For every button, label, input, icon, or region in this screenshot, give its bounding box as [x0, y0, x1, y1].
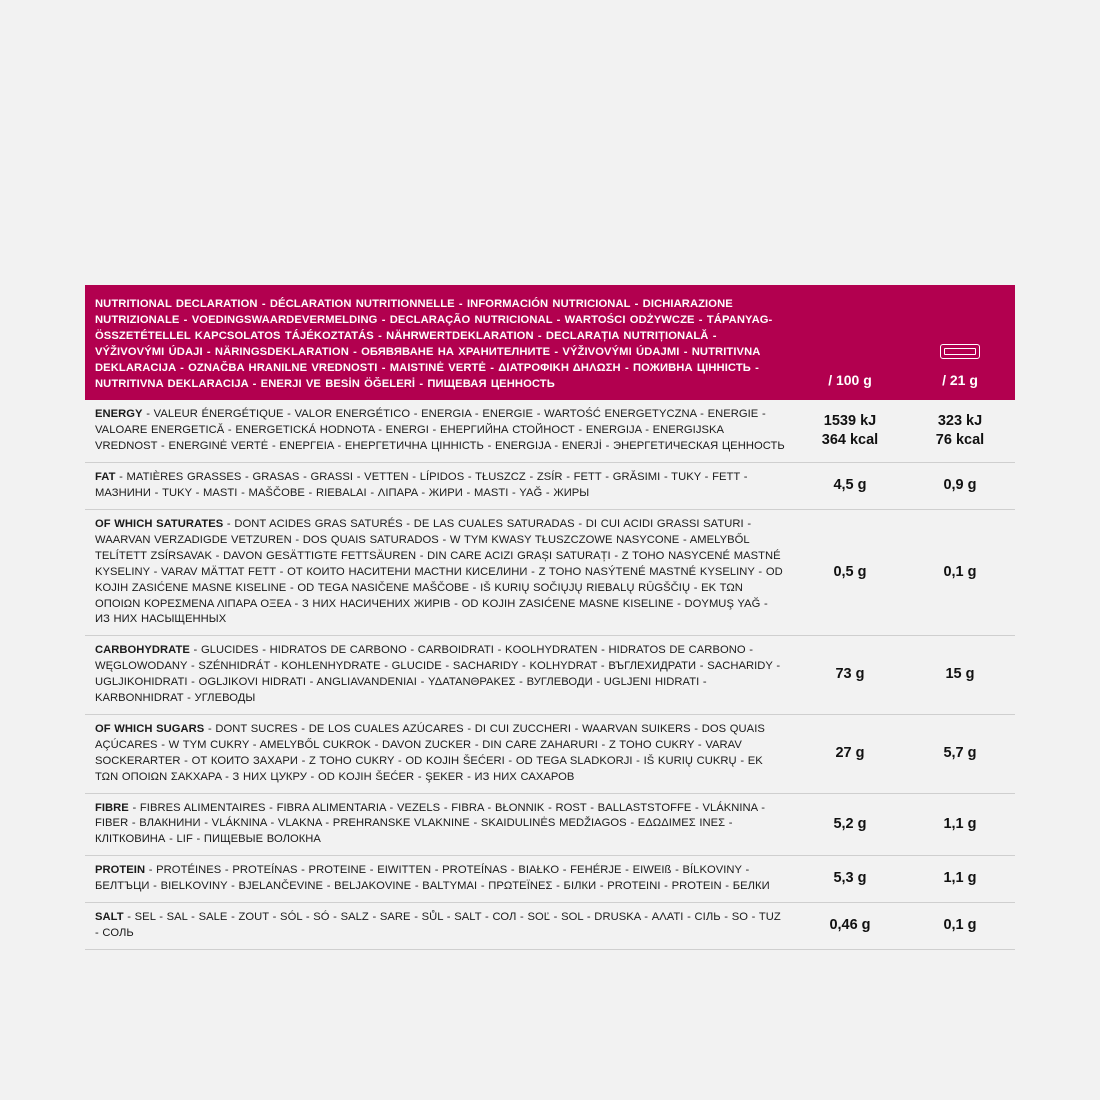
- value-per-100g-fibre: [795, 794, 905, 856]
- nutrient-name-energy: ENERGY: [95, 408, 143, 421]
- value-line: 1,1 g: [943, 870, 977, 887]
- value-per-100g-protein: [795, 856, 905, 902]
- nutrition-rows: [85, 400, 1015, 949]
- nutrition-table: [85, 285, 1015, 950]
- nutrient-name-carbohydrate: CARBOHYDRATE: [95, 644, 190, 657]
- column-header-per-serving-label: / 21 g: [942, 372, 978, 389]
- value-line: 5,2 g: [833, 815, 867, 832]
- nutrient-name-protein: PROTEIN: [95, 864, 146, 877]
- nutrient-translations-protein: - PROTÉINES - PROTEÍNAS - PROTEINE - EIWITTEN - PROTEÍNAS - BIAŁKO - FEHÉRJE - EIWEIß - BÍLKOVINY - БЕЛТЪЦИ - BIELKOVINY - BJELANČEVINE - BELJAKOVINE - BALTYMAI - ΠΡΩΤΕΪΝΕΣ - БІЛКИ - PROTEINI - PROTEIN - БЕЛКИ: [95, 864, 770, 893]
- value-per-100g-energy: [795, 400, 905, 462]
- nutrition-row-fat: [85, 463, 1015, 510]
- nutrient-translations-of-which-saturates: - DONT ACIDES GRAS SATURÉS - DE LAS CUALES SATURADAS - DI CUI ACIDI GRASSI SATURI - WAARVAN VERZADIGDE VETZUREN - DOS QUAIS SATURADOS - W TYM KWASY TŁUSZCZOWE NASYCONE - AMELYBŐL TELÍTETT ZSÍRSAVAK - DAVON GESÄTTIGTE FETTSÄUREN - DIN CARE ACIZI GRAȘI SATURAȚI - Z TOHO NASYCENÉ MASTNÉ KYSELINY - VARAV MÄTTAT FETT - ОТ КОИТО НАСИТЕНИ МАСТНИ КИСЕЛИНИ - Z TOHO NASÝTENÉ MASTNÉ KYSELINY - OD KOJIH ZASIĆENE MASNE KISELINE - OD TEGA NASIČENE MAŠČOBE - IŠ KURIŲ SOČIŲJŲ RIEBALŲ RŪGŠČIŲ - ΕΚ ΤΩΝ ΟΠΟΙΩΝ ΚΟΡΕΣΜΕΝΑ ΛΙΠΑΡΑ ΟΞΕΑ - З НИХ НАСИЧЕНИХ ЖИРІВ - OD KOJIH ZASIĆENE MASNE KISELINE - DOYMUŞ YAĞ - ИЗ НИХ НАСЫЩЕННЫХ: [95, 517, 783, 626]
- nutrient-translations-of-which-sugars: - DONT SUCRES - DE LOS CUALES AZÚCARES - DI CUI ZUCCHERI - WAARVAN SUIKERS - DOS QUAIS AÇÚCARES - W TYM CUKRY - AMELYBŐL CUKROK - DAVON ZUCKER - DIN CARE ZAHARURI - Z TOHO CUKRY - VARAV SOCKERARTER - ОТ КОИТО ЗАХАРИ - Z TOHO CUKRY - OD KOJIH ŠEĆERI - OD TEGA SLADKORJI - IŠ KURIŲ CUKRŲ - ΕΚ ΤΩΝ ΟΠΟΙΩΝ ΣΑΚΧΑΡΑ - З НИХ ЦУКРУ - OD KOJIH ŠEĆER - ŞEKER - ИЗ НИХ САХАРОВ: [95, 722, 765, 783]
- nutrition-row-carbohydrate: [85, 636, 1015, 715]
- value-per-serving-fibre: [905, 794, 1015, 856]
- column-header-per-serving: [905, 372, 1015, 394]
- value-per-serving-energy: [905, 400, 1015, 462]
- value-line: 364 kcal: [821, 432, 879, 449]
- nutrient-label-carbohydrate: [85, 636, 795, 714]
- nutrient-name-of-which-saturates: OF WHICH SATURATES: [95, 517, 224, 530]
- nutritional-declaration-title: NUTRITIONAL DECLARATION - DÉCLARATION NUTRITIONNELLE - INFORMACIÓN NUTRICIONAL - DICHIARAZIONE NUTRIZIONALE - VOEDINGSWAARDEVERMELDING - DECLARAÇÃO NUTRICIONAL - WARTOŚCI ODŻYWCZE - TÁPANYAG-ÖSSZETÉTELLEL KAPCSOLATOS TÁJÉKOZTATÁS - NÄHRWERTDEKLARATION - DECLARAȚIA NUTRIȚIONALĂ - VÝŽIVOVÝMI ÚDAJI - NÄRINGSDEKLARATION - ОБЯВЯВАНЕ НА ХРАНИТЕЛНИТЕ - VÝŽIVOVÝMI ÚDAJMI - NUTRITIVNA DEKLARACIJA - OZNAČBA HRANILNE VREDNOSTI - MAISTINĖ VERTĖ - ΔΙΑΤΡΟΦΙΚΗ ΔΗΛΩΣΗ - ПОЖИВНА ЦІННІСТЬ - NUTRITIVNA DEKLARACIJA - ENERJI VE BESİN ÖĞELERİ - ПИЩЕВАЯ ЦЕННОСТЬ: [95, 298, 773, 390]
- value-line: 0,46 g: [829, 917, 871, 934]
- value-line: 76 kcal: [935, 432, 985, 449]
- value-line: 323 kJ: [937, 412, 983, 429]
- value-line: 5,7 g: [943, 744, 977, 761]
- nutrition-row-energy: [85, 400, 1015, 463]
- value-per-100g-salt: [795, 903, 905, 949]
- column-header-per-100g: / 100 g: [828, 372, 872, 389]
- nutrient-name-fat: FAT: [95, 471, 116, 484]
- nutrition-table-header: [85, 285, 1015, 400]
- value-per-100g-of-which-sugars: [795, 715, 905, 793]
- value-line: 4,5 g: [833, 477, 867, 494]
- value-line: 15 g: [945, 666, 975, 683]
- nutrition-row-of-which-sugars: [85, 715, 1015, 794]
- value-line: 27 g: [835, 744, 865, 761]
- value-line: 0,9 g: [943, 477, 977, 494]
- nutrient-translations-energy: - VALEUR ÉNERGÉTIQUE - VALOR ENERGÉTICO - ENERGIA - ENERGIE - WARTOŚĆ ENERGETYCZNA - ENERGIE - VALOARE ENERGETICĂ - ENERGETICKÁ HODNOTA - ENERGI - ЕНЕРГИЙНА СТОЙНОСТ - ENERGIJA - ENERGIJSKA VREDNOST - ENERGINĖ VERTĖ - ΕΝΕΡΓΕΙΑ - ЕНЕРГЕТИЧНА ЦІННІСТЬ - ENERGIJA - ENERJİ - ЭНЕРГЕТИЧЕСКАЯ ЦЕННОСТЬ: [95, 408, 785, 453]
- value-per-serving-salt: [905, 903, 1015, 949]
- nutrient-name-of-which-sugars: OF WHICH SUGARS: [95, 722, 205, 735]
- nutrient-label-energy: [85, 400, 795, 462]
- header-columns: [795, 293, 1015, 394]
- nutrition-row-protein: [85, 856, 1015, 903]
- value-per-serving-protein: [905, 856, 1015, 902]
- nutrition-row-salt: [85, 903, 1015, 950]
- nutrient-name-salt: SALT: [95, 911, 124, 924]
- value-per-100g-fat: [795, 463, 905, 509]
- value-line: 0,1 g: [943, 563, 977, 580]
- value-line: 1539 kJ: [823, 412, 877, 429]
- value-per-serving-carbohydrate: [905, 636, 1015, 714]
- nutrient-label-fat: [85, 463, 795, 509]
- value-line: 73 g: [835, 666, 865, 683]
- nutrient-translations-carbohydrate: - GLUCIDES - HIDRATOS DE CARBONO - CARBOIDRATI - KOOLHYDRATEN - HIDRATOS DE CARBONO - WĘGLOWODANY - SZÉNHIDRÁT - KOHLENHYDRATE - GLUCIDE - SACHARIDY - KOLHYDRAT - ВЪГЛЕХИДРАТИ - SACHARIDY - UGLJIKOHIDRATI - OGLJIKOVI HIDRATI - ANGLIAVANDENIAI - ΥΔΑΤΑΝΘΡΑΚΕΣ - ВУГЛЕВОДИ - UGLJENI HIDRATI - KARBONHIDRAT - УГЛЕВОДЫ: [95, 644, 781, 705]
- nutrient-label-salt: [85, 903, 795, 949]
- value-per-100g-of-which-saturates: [795, 510, 905, 635]
- nutrient-label-protein: [85, 856, 795, 902]
- value-per-serving-of-which-sugars: [905, 715, 1015, 793]
- value-per-serving-fat: [905, 463, 1015, 509]
- nutrient-label-of-which-sugars: [85, 715, 795, 793]
- energy-bar-icon: [940, 344, 980, 359]
- nutrient-translations-fibre: - FIBRES ALIMENTAIRES - FIBRA ALIMENTARIA - VEZELS - FIBRA - BŁONNIK - ROST - BALLASTSTOFFE - VLÁKNINA - FIBER - ВЛАКНИНИ - VLÁKNINA - VLAKNA - PREHRANSKE VLAKNINE - SKAIDULINĖS MEDŽIAGOS - ΕΔΩΔΙΜΕΣ ΙΝΕΣ - КЛІТКОВИНА - LIF - ПИЩЕВЫЕ ВОЛОКНА: [95, 801, 766, 846]
- value-per-serving-of-which-saturates: [905, 510, 1015, 635]
- value-per-100g-carbohydrate: [795, 636, 905, 714]
- nutrition-row-of-which-saturates: [85, 510, 1015, 636]
- nutrient-label-fibre: [85, 794, 795, 856]
- nutrition-row-fibre: [85, 794, 1015, 857]
- nutrient-label-of-which-saturates: [85, 510, 795, 635]
- nutrient-name-fibre: FIBRE: [95, 801, 129, 814]
- nutrient-translations-salt: - SEL - SAL - SALE - ZOUT - SÓL - SÓ - SALZ - SARE - SŮL - SALT - СОЛ - SOĽ - SOL - DRUSKA - ΑΛΑΤΙ - СІЛЬ - SO - TUZ - СОЛЬ: [95, 911, 781, 939]
- value-line: 0,1 g: [943, 917, 977, 934]
- value-line: 5,3 g: [833, 870, 867, 887]
- value-line: 0,5 g: [833, 563, 867, 580]
- value-line: 1,1 g: [943, 815, 977, 832]
- nutrient-translations-fat: - MATIÈRES GRASSES - GRASAS - GRASSI - VETTEN - LÍPIDOS - TŁUSZCZ - ZSÍR - FETT - GRĂSIMI - TUKY - FETT - МАЗНИНИ - TUKY - MASTI - MAŠČOBE - RIEBALAI - ΛΙΠΑΡΑ - ЖИРИ - MASTI - YAĞ - ЖИРЫ: [95, 471, 748, 500]
